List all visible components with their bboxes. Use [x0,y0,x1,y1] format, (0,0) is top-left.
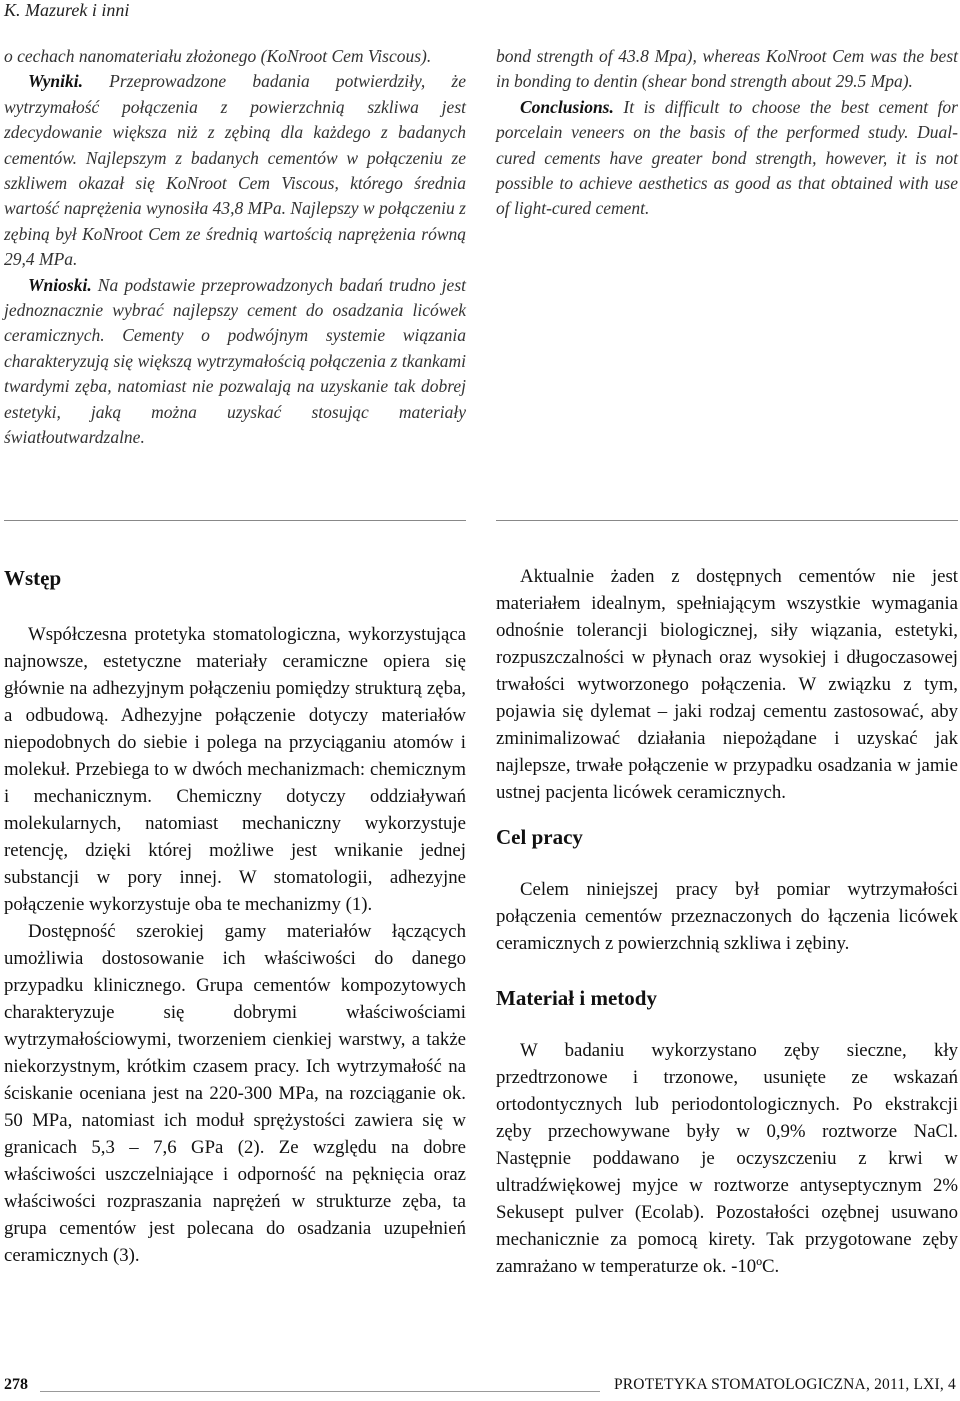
abstract-results [4,69,466,272]
results-text: Przeprowadzone badania potwierdziły, że wytrzymałość połączenia z powierzchnią szkliwa jest zdecydowanie większa niż z zębiną dla każdego z badanych cementów. Najlepszym z badanych cementów w połączeniu ze szkliwem okazał się KoNroot Cem Viscous, którego średnia wartość naprężenia wynosiła 43,8 MPa. Najlepszy w połączeniu z zębiną był KoNroot Cem ze średnią wartością naprężenia równą 29,4 MPa. [4,71,466,270]
intro-paragraph-2: Dostępność szerokiej gamy materiałów łączących umożliwia dostosowanie ich właściwości do danego przypadku klinicznego. Grupa cementów kompozytowych charakteryzuje się dobrymi właściwościami wytrzymałościowymi, tworzeniem cienkiej warstwy, a także niekorzystnym, krótkim czasem pracy. Ich wytrzymałość na ściskanie oceniana jest na 220-300 MPa, na rozciąganie ok. 50 MPa, natomiast ich moduł sprężystości zawiera się w granicach 5,3 – 7,6 GPa (2). Ze względu na dobre właściwości uszczelniające i odporność na pęknięcia oraz właściwości rozpraszania naprężeń w strukturze zęba, ta grupa cementów jest polecana do osadzania uzupełnień ceramicznych (3). [4,921,466,1266]
abstract-en-conclusions [496,95,958,222]
conclusions-text: Na podstawie przeprowadzonych badań trudno jest jednoznacznie wybrać najlepszy cement do osadzania licówek ceramicznych. Cementy o podwójnym systemie wiązania charakteryzują się większą wytrzymałością połączenia z tkankami twardymi zęba, natomiast nie pozwalają na uzyskanie tak dobrej estetyki, jaką można uzyskać stosując materiały światłoutwardzalne. [4,274,466,448]
section-heading-methods: Materiał i metody [496,986,657,1010]
abstract-polish [4,44,466,451]
abstract-conclusions [4,273,466,451]
methods-paragraph: W badaniu wykorzystano zęby sieczne, kły przedtrzonowe i trzonowe, usunięte ze wskazań ortodontycznych lub periodontologicznych. Po ekstrakcji zęby przechowywane były w 0,9% roztworze NaCl. Następnie poddawano je oczyszczeniu z krwi w ultradźwiękowej myjce w roztworze antyseptycznym 2% Sekusept pulver (Ecolab). Pozostałości ozębnej usuwano mechanicznie za pomocą kirety. Tak przygotowane zęby zamrażano w temperaturze ok. -10ºC. [496,1040,958,1277]
conclusions-label: Wnioski. [28,274,92,295]
section-heading-aim: Cel pracy [496,825,583,849]
en-conclusions-label: Conclusions. [520,96,614,117]
en-conclusions-text: It is difficult to choose the best cement for porcelain veneers on the basis of the performed study. Dual-cured cements have greater bond strength, however, it is not possible to achieve aesthetics as good as that obtained with use of light-cured cement. [496,96,958,219]
page-number: 278 [4,1376,28,1393]
abstract-en-continuation: bond strength of 43.8 Mpa), whereas KoNroot Cem was the best in bonding to dentin (shear bond strength about 29.5 Mpa). [496,46,958,92]
results-label: Wyniki. [28,71,83,92]
section-heading-intro: Wstęp [4,566,62,590]
divider-left [4,520,466,521]
body-column-left [4,563,466,1269]
running-header-author: K. Mazurek i inni [4,0,130,20]
aim-paragraph: Celem niniejszej pracy był pomiar wytrzymałości połączenia cementów przeznaczonych do łączenia licówek ceramicznych z powierzchnią szkliwa i zębiny. [496,879,958,954]
intro-paragraph-3: Aktualnie żaden z dostępnych cementów nie jest materiałem idealnym, spełniającym wszystkie wymagania odnośnie tolerancji biologicznej, siły wiązania, estetyki, rozpuszczalności w płynach oraz wysokiej i długoczasowej trwałości wytworzonego połączenia. W związku z tym, pojawia się dylemat – jaki rodzaj cementu zastosować, aby zminimalizować działania niepożądane i uzyskać jak najlepsze, trwałe połączenie w przypadku osadzania w jamie ustnej pacjenta licówek ceramicznych. [496,566,958,803]
footer-rule [40,1391,600,1392]
intro-paragraph-1: Współczesna protetyka stomatologiczna, wykorzystująca najnowsze, estetyczne materiały ceramiczne opiera się głównie na adhezyjnym połączeniu pomiędzy strukturą zęba, a odbudową. Adhezyjne połączenie dotyczy materiałów niepodobnych do siebie i polega na przyciąganiu atomów i molekuł. Przebiega to w dwóch mechanizmach: chemicznym i mechanicznym. Chemiczny dotyczy oddziaływań molekularnych, natomiast mechaniczny wykorzystuje retencję, dzięki której możliwe jest wnikanie jednej substancji w pory innej. W stomatologii, adhezyjne połączenie wykorzystuje oba te mechanizmy (1). [4,624,466,915]
abstract-continuation: o cechach nanomateriału złożonego (KoNroot Cem Viscous). [4,46,432,66]
journal-reference: PROTETYKA STOMATOLOGICZNA, 2011, LXI, 4 [613,1376,956,1393]
body-column-right [496,563,958,1280]
divider-right [496,520,958,521]
abstract-english [496,44,958,222]
